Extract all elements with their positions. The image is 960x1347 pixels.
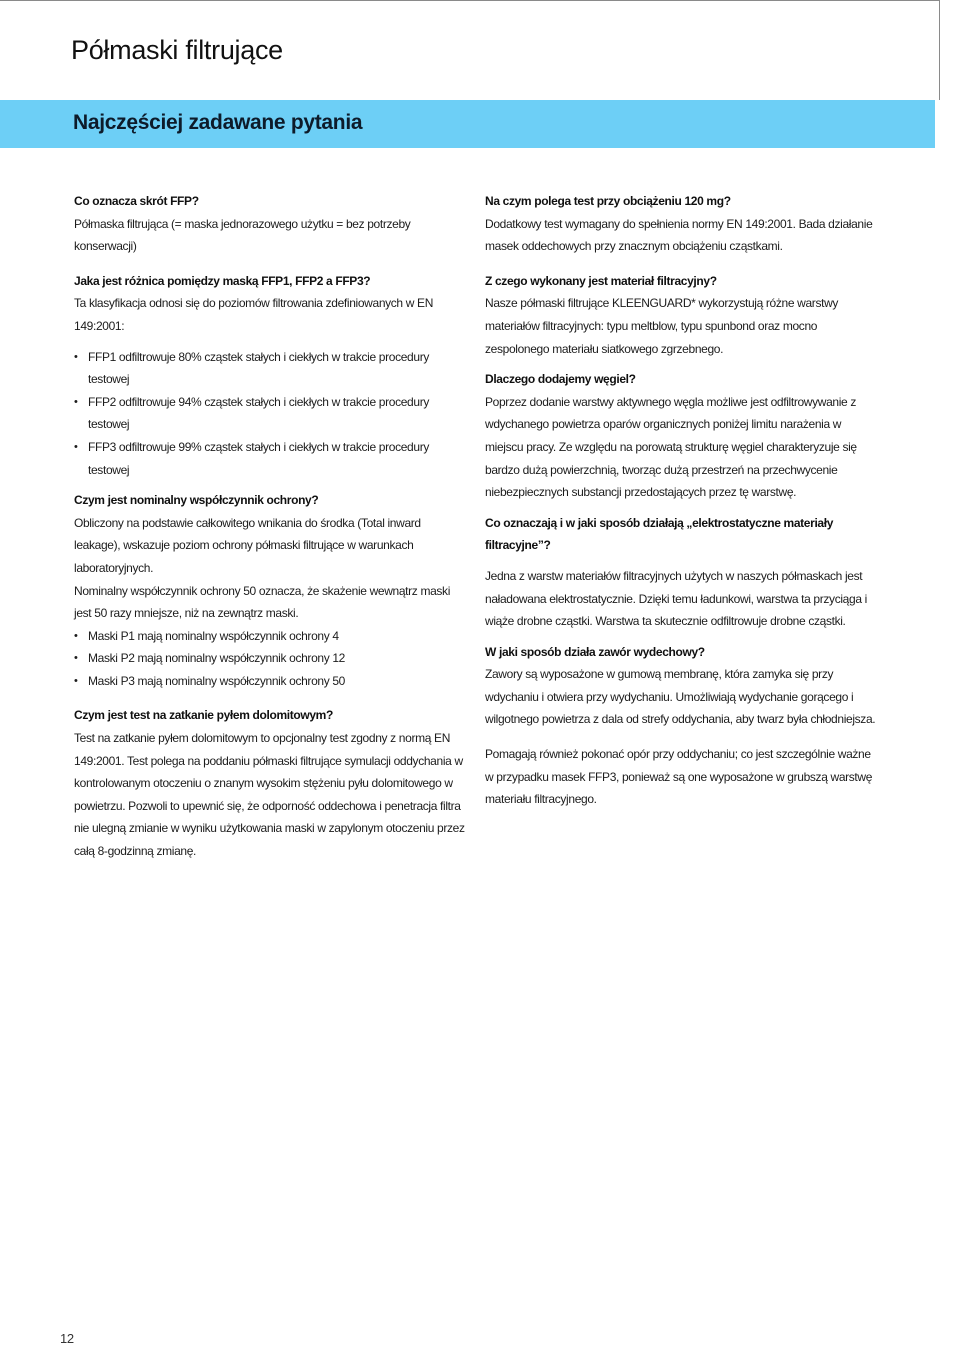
answer-load-test: Dodatkowy test wymagany do spełnienia normy EN 149:2001. Bada działanie masek oddechowych przy znacznym obciążeniu cząstkami. xyxy=(485,216,873,254)
faq-banner xyxy=(0,100,935,148)
answer-electrostatic: Jedna z warstw materiałów filtracyjnych użytych w naszych półmaskach jest naładowana elektrostatycznie. Dzięki temu ładunkowi, warstwa ta przyciąga i wiąże drobne cząstki. Warstwa ta skutecznie odfiltrowuje drobne cząstki. xyxy=(485,568,867,629)
section-title: Najczęściej zadawane pytania xyxy=(73,111,363,134)
list-item: • Maski P1 mają nominalny współczynnik ochrony 4 xyxy=(74,625,466,648)
right-column xyxy=(485,190,877,811)
answer-protection-factor: Obliczony na podstawie całkowitego wnikania do środka (Total inward leakage), wskazuje poziom ochrony półmaski filtrujące w warunkach laboratoryjnych. xyxy=(74,515,421,575)
question-exhalation-valve: W jaki sposób działa zawór wydechowy? xyxy=(485,644,705,659)
list-item: • Maski P3 mają nominalny współczynnik ochrony 50 xyxy=(74,670,466,693)
answer-protection-factor-example: Nominalny współczynnik ochrony 50 oznacza, że skażenie wewnątrz maski jest 50 razy mniejsze, niż na zewnątrz maski. xyxy=(74,583,451,621)
question-carbon: Dlaczego dodajemy węgiel? xyxy=(485,372,636,387)
list-item: • Maski P2 mają nominalny współczynnik ochrony 12 xyxy=(74,647,466,670)
list-item: • FFP3 odfiltrowuje 99% cząstek stałych i ciekłych w trakcie procedury testowej xyxy=(74,436,466,481)
answer-exhalation-valve: Zawory są wyposażone w gumową membranę, która zamyka się przy wdychaniu i otwiera przy wydychaniu. Umożliwiają wydychanie gorącego i wilgotnego powietrza z dala od strefy oddychania, aby twarz była chłodniejsza. xyxy=(485,667,876,727)
answer-ffp-difference: Ta klasyfikacja odnosi się do poziomów filtrowania zdefiniowanych w EN 149:2001: xyxy=(74,296,434,333)
answer-dolomite-test: Test na zatkanie pyłem dolomitowym to opcjonalny test zgodny z normą EN 149:2001. Test polega na poddaniu półmaski filtrujące symulacji oddychania w kontrolowanym otoczeniu o znanym wysokim stężeniu pyłu dolomitowego w powietrzu. Pozwoli to upewnić się, że odporność oddechowa i penetracja filtra nie ulegną zmianie w wyniku użytkowania maski w zapylonym otoczeniu przez całą 8-godzinną zmianę. xyxy=(74,731,465,859)
left-column xyxy=(74,190,466,863)
answer-carbon: Poprzez dodanie warstwy aktywnego węgla możliwe jest odfiltrowywanie z wdychanego powietrza oparów organicznych poniżej limitu narażenia w miejscu pracy. Ze względu na porowatą strukturę węgiel charakteryzuje się bardzo dużą powierzchnią, tworząc dużą przestrzeń na przechwycenie niebezpiecznych substancji przedostających przez tę warstwę. xyxy=(485,394,857,500)
answer-ffp-meaning: Półmaska filtrująca (= maska jednorazowego użytku = bez potrzeby konserwacji) xyxy=(74,216,411,254)
question-filter-material: Z czego wykonany jest materiał filtracyjny? xyxy=(485,273,717,288)
page-title: Półmaski filtrujące xyxy=(71,35,283,65)
page-header xyxy=(0,0,960,100)
answer-exhalation-valve-extra: Pomagają również pokonać opór przy oddychaniu; co jest szczególnie ważne w przypadku masek FFP3, ponieważ są one wyposażone w grubszą warstwę materiału filtracyjnego. xyxy=(485,747,873,807)
answer-filter-material: Nasze półmaski filtrujące KLEENGUARD* wykorzystują różne warstwy materiałów filtracyjnych: typu meltblow, typu spunbond oraz mocno zespolonego materiału siatkowego zgrzebnego. xyxy=(485,296,839,356)
question-electrostatic: Co oznaczają i w jaki sposób działają „elektrostatyczne materiały filtracyjne”? xyxy=(485,515,834,553)
ffp-levels-list xyxy=(74,346,466,482)
page-number: 12 xyxy=(60,1331,74,1346)
question-ffp-meaning: Co oznacza skrót FFP? xyxy=(74,194,199,208)
question-load-test: Na czym polega test przy obciążeniu 120 mg? xyxy=(485,194,731,208)
question-ffp-difference: Jaka jest różnica pomiędzy maską FFP1, FFP2 a FFP3? xyxy=(74,273,371,288)
protection-factor-list xyxy=(74,625,466,693)
question-protection-factor: Czym jest nominalny współczynnik ochrony? xyxy=(74,493,319,508)
list-item: • FFP2 odfiltrowuje 94% cząstek stałych i ciekłych w trakcie procedury testowej xyxy=(74,391,466,436)
list-item: • FFP1 odfiltrowuje 80% cząstek stałych i ciekłych w trakcie procedury testowej xyxy=(74,346,466,391)
question-dolomite-test: Czym jest test na zatkanie pyłem dolomitowym? xyxy=(74,708,333,723)
